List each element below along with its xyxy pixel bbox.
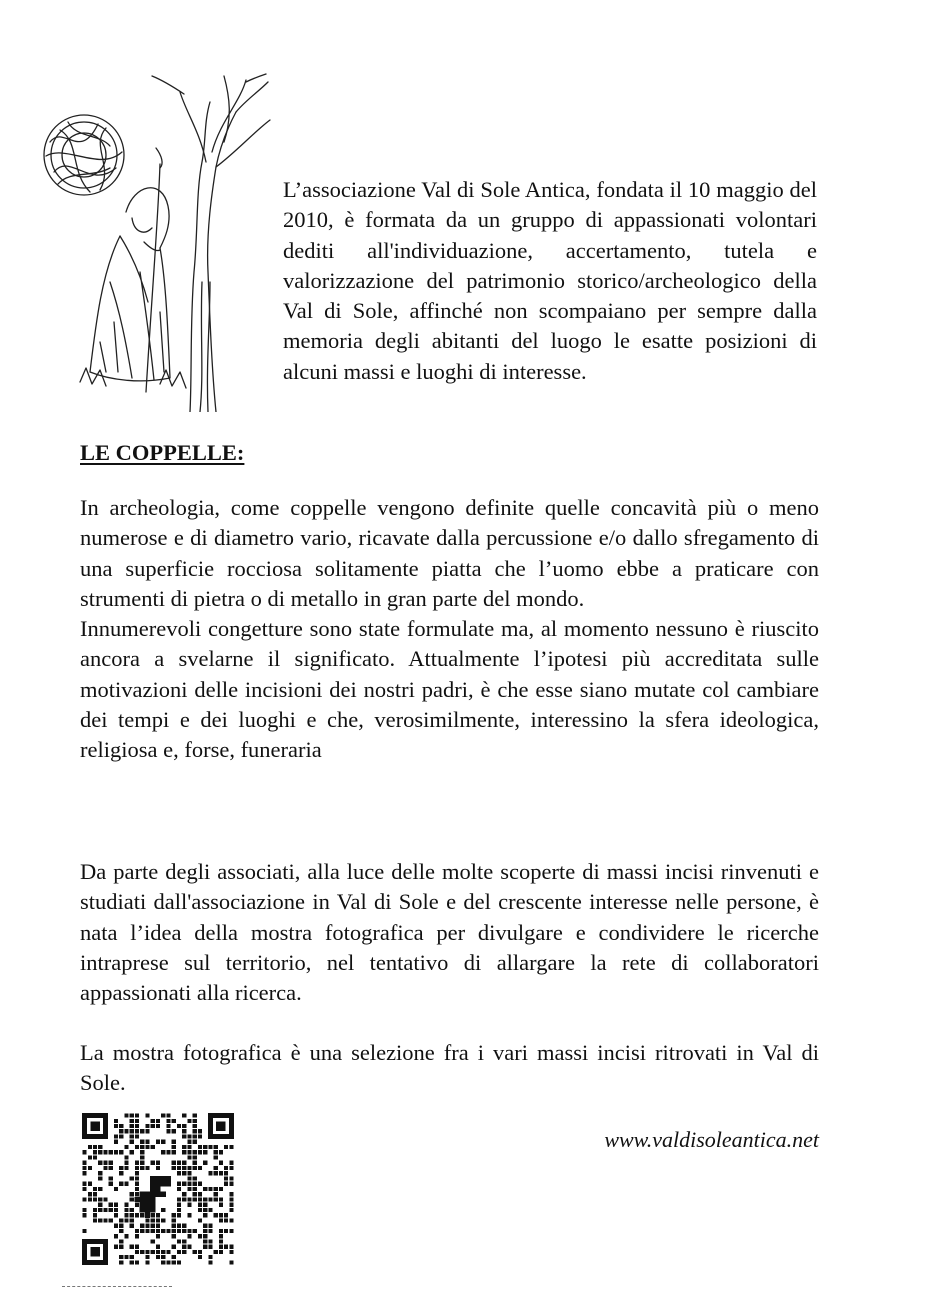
paragraph-definition: In archeologia, come coppelle vengono definite quelle concavità più o meno numerose e di diametro vario, ricavate dalla percussione e/o dallo sfregamento di una superficie rocciosa solitamente piatta che l’uomo ebbe a praticare con strumenti di pietra o di metallo in gran parte del mondo.: [80, 495, 819, 611]
celtic-knot-icon: [44, 115, 124, 195]
paragraph-exhibition-origin: Da parte degli associati, alla luce delle molte scoperte di massi incisi rinvenuti e studiati dall'associazione in Val di Sole e del crescente interesse nelle persone, è nata l’idea della mostra fotografica per divulgare e condividere le ricerche intraprese sul territorio, nel tentativo di allargare la rete di collaboratori appassionati alla ricerca.: [80, 859, 819, 1006]
coppelle-description: [80, 493, 819, 766]
paragraph-hypotheses: Innumerevoli congetture sono state formulate ma, al momento nessuno è riuscito ancora a svelarne il significato. Attualmente l’ipotesi più accreditata sulle motivazioni delle incisioni dei nostri padri, è che esse siano mutate col cambiare dei tempi e dei luoghi e che, verosimilmente, interessino la sfera ideologica, religiosa e, forse, funeraria: [80, 616, 819, 763]
website-link[interactable]: www.valdisoleantica.net: [604, 1127, 819, 1152]
footer-divider: [62, 1286, 172, 1287]
qr-code-icon[interactable]: [82, 1113, 234, 1265]
druid-tree-illustration: [40, 72, 285, 412]
intro-paragraph: L’associazione Val di Sole Antica, fondata il 10 maggio del 2010, è formata da un gruppo di appassionati volontari dediti all'individuazione, accertamento, tutela e valorizzazione del patrimonio storico/archeologico della Val di Sole, affinché non scompaiano per sempre dalla memoria degli abitanti del luogo le esatte posizioni di alcuni massi e luoghi di interesse.: [283, 177, 817, 384]
paragraph-exhibition-selection: La mostra fotografica è una selezione fra i vari massi incisi ritrovati in Val di Sole.: [80, 1040, 819, 1096]
section-heading: LE COPPELLE:: [80, 440, 245, 465]
